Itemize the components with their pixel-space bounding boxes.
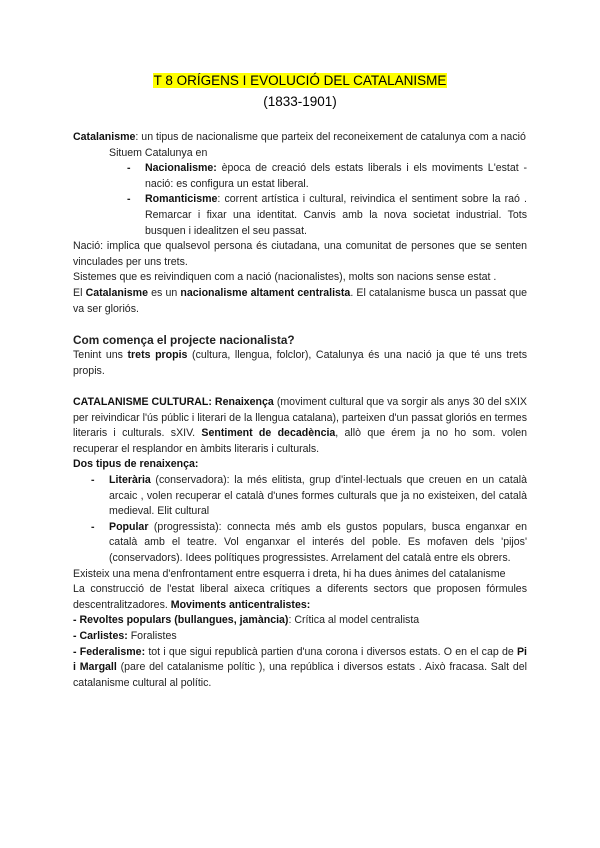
bullet-dash-icon: - — [91, 474, 95, 487]
situem-line: Situem Catalunya en — [109, 146, 208, 159]
bullet-nacionalisme: - Nacionalisme: època de creació dels estats liberals i els moviments L'estat - nació: es configura un estat liberal. — [127, 162, 527, 190]
bullet-romanticisme: - Romanticisme: corrent artística i cultural, reivindica el sentiment sobre la raó . Remarcar i fixar una identitat. Canvis amb la nova societat industrial. Tots busquen i idealitzen el seu passat. — [127, 193, 527, 237]
catalanisme-definition: Catalanisme: un tipus de nacionalisme que parteix del reconeixement de catalunya com a nació — [73, 131, 526, 143]
bullet-dash-icon: - — [127, 162, 131, 175]
catalanisme-cultural-paragraph: CATALANISME CULTURAL: Renaixença (moviment cultural que va sorgir als anys 30 del sXIX per reivindicar l'ús públic i literari de la llengua catalana), parteixen d'un passat gloriós en termes literaris i culturals. sXIV. Sentiment de decadència, allò que érem ja no ho som. volen recuperar el resplandor en àmbits literaris i culturals. — [73, 396, 528, 455]
sistemes-paragraph: Sistemes que es reivindiquen com a nació (nacionalistes), molts son nacions sense estat . — [73, 271, 497, 284]
document-body — [73, 130, 527, 691]
existeix-paragraph: Existeix una mena d'enfrontament entre esquerra i dreta, hi ha dues ànimes del catalanisme — [73, 567, 506, 580]
trets-paragraph: Tenint uns trets propis (cultura, llengua, folclor), Catalunya és una nació ja que té uns trets propis. — [73, 349, 527, 377]
spacer — [73, 380, 527, 396]
revoltes-line: - Revoltes populars (bullangues, jamància): Crítica al model centralista — [73, 614, 420, 627]
bullet-dash-icon: - — [91, 520, 95, 533]
catalanisme-centralista-paragraph: El Catalanisme es un nacionalisme altament centralista. El catalanisme busca un passat que va ser gloriós. — [73, 286, 527, 315]
spacer — [73, 317, 527, 333]
title-highlight: T 8 ORÍGENS I EVOLUCIÓ DEL CATALANISME — [153, 73, 447, 88]
bullet-dash-icon: - — [127, 193, 131, 206]
construccio-paragraph: La construcció de l'estat liberal aixeca crítiques a diferents sectors que proposen fórmules descentralitzadores. Moviments anticentralistes: — [73, 583, 527, 611]
bullet-literaria: - Literària (conservadora): la més elitista, grup d'intel·lectuals que creuen en un català arcaic , volen recuperar el català d'unes formes culturals que ja no existeixen, del català medieval. Elit cultural — [91, 474, 527, 518]
document-years: (1833-1901) — [263, 94, 337, 109]
bullet-popular: - Popular (progressista): connecta més amb els gustos populars, busca enganxar en català amb el teatre. Vol enganxar el interés del poble. Es mofaven dels 'pijos' (conservadors). Idees polítiques progressistes. Arrelament del català entre els obrers. — [91, 520, 527, 565]
carlistes-line: - Carlistes: Foralistes — [73, 630, 177, 642]
nacio-paragraph: Nació: implica que qualsevol persona és ciutadana, una comunitat de persones que se senten vinculades per uns trets. — [73, 240, 527, 268]
document-title — [0, 73, 600, 88]
section-heading-projecte: Com comença el projecte nacionalista? — [73, 332, 295, 347]
tipus-renaixenca-heading: Dos tipus de renaixença: — [73, 458, 199, 471]
federalisme-paragraph: - Federalisme: tot i que sigui republicà partien d'una corona i diversos estats. O en el cap de Pi i Margall (pare del catalanisme polític ), una república i diversos estats . Això fracasa. Salt del catalanisme cultural al polític. — [73, 645, 527, 689]
